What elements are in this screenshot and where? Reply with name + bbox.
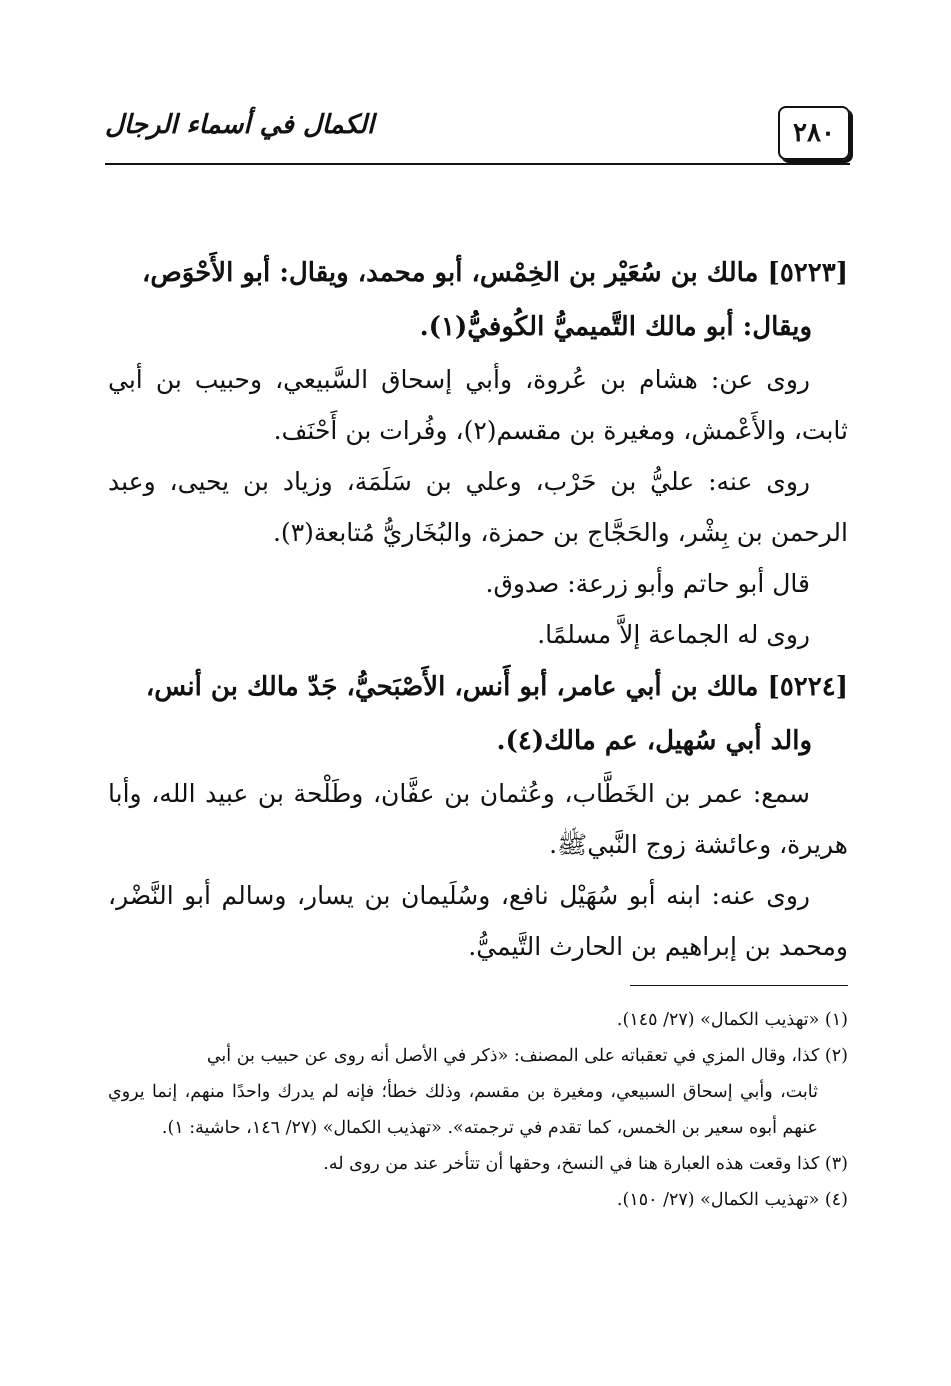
paragraph: قال أبو حاتم وأبو زرعة: صدوق. [485,569,810,598]
footnotes [108,1002,848,1218]
entry-heading-5224 [108,660,848,768]
paragraph: روى عنه: ابنه أبو سُهَيْل نافع، وسُلَيمان بن يسار، وسالم أبو النَّضْر، ومحمد بن إبراهيم بن الحارث التَّيميُّ. [108,881,848,961]
footnote-text: (٢) كذا، وقال المزي في تعقباته على المصنف: «ذكر في الأصل أنه روى عن حبيب بن أبي [206,1046,848,1066]
footnote-text: (٤) «تهذيب الكمال» (٢٧/ ١٥٠). [616,1190,848,1210]
page-number: ٢٨٠ [778,106,850,160]
footnote-4 [108,1182,848,1218]
footnote-3 [108,1146,848,1182]
footnote-text: (٣) كذا وقعت هذه العبارة هنا في النسخ، وحقها أن تتأخر عند من روى له. [323,1154,848,1174]
main-text [108,246,848,972]
page-header [105,104,850,166]
footnote-1 [108,1002,848,1038]
footnote-text: (١) «تهذيب الكمال» (٢٧/ ١٤٥). [616,1010,848,1030]
entry-heading-line1: [٥٢٢٣] مالك بن سُعَيْر بن الخِمْس، أبو محمد، ويقال: أبو الأَحْوَص، [141,258,848,288]
entry-heading-line2: ويقال: أبو مالك التَّميميُّ الكُوفيُّ(١). [419,312,812,342]
entry-heading-5223 [108,246,848,354]
header-rule [105,163,850,165]
paragraph: روى له الجماعة إلاَّ مسلمًا. [537,620,810,649]
footnote-separator [630,985,848,986]
footnote-2 [108,1038,848,1146]
running-title: الكمال في أسماء الرجال [105,110,375,140]
paragraph: روى عنه: عليُّ بن حَرْب، وعلي بن سَلَمَة، وزياد بن يحيى، وعبد الرحمن بن بِشْر، والحَجَّاج بن حمزة، والبُخَاريُّ مُتابعة(٣). [108,467,848,547]
entry-heading-line2: والد أبي سُهيل، عم مالك(٤). [496,726,812,756]
footnote-continuation: ثابت، وأبي إسحاق السبيعي، ومغيرة بن مقسم، وذلك خطأ؛ فإنه لم يدرك واحدًا منهم، إنما يروي عنهم أبوه سعير بن الخمس، كما تقدم في ترجمته». «تهذيب الكمال» (٢٧/ ١٤٦، حاشية: ١). [108,1082,818,1138]
paragraph: روى عن: هشام بن عُروة، وأبي إسحاق السَّبيعي، وحبيب بن أبي ثابت، والأَعْمش، ومغيرة بن مقسم(٢)، وفُرات بن أَحْنَف. [108,365,848,445]
paragraph: سمع: عمر بن الخَطَّاب، وعُثمان بن عفَّان، وطَلْحة بن عبيد الله، وأبا هريرة، وعائشة زوج النَّبيﷺ. [108,779,848,859]
entry-heading-line1: [٥٢٢٤] مالك بن أبي عامر، أبو أَنس، الأَصْبَحيُّ، جَدّ مالك بن أنس، [145,672,848,702]
